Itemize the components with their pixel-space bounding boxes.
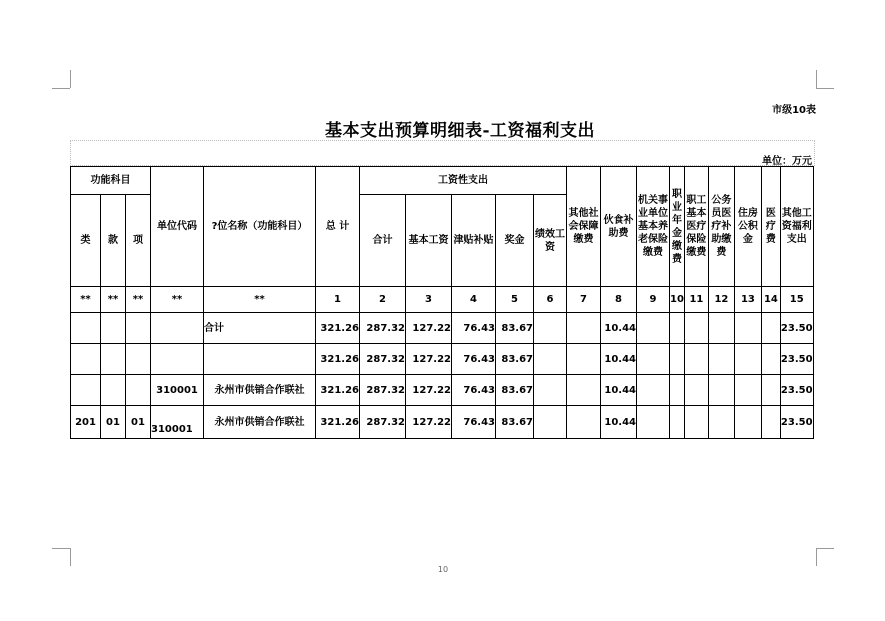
cell-total: 321.26	[316, 406, 360, 439]
index-cell: 15	[780, 287, 813, 313]
index-cell: **	[126, 287, 151, 313]
header-meal: 伙食补助费	[601, 167, 637, 287]
cell-unit-code	[151, 344, 204, 375]
cell-bonus: 83.67	[496, 375, 534, 406]
cell-other-welfare: 23.50	[780, 375, 813, 406]
cell-allowance: 76.43	[452, 313, 496, 344]
crop-mark-top-right-h	[816, 88, 834, 89]
cell-other-social	[567, 375, 601, 406]
table-row	[71, 406, 814, 439]
cell-other-social	[567, 344, 601, 375]
crop-mark-bottom-right-h	[816, 548, 834, 549]
cell-kuan	[101, 375, 126, 406]
cell-housing	[734, 313, 761, 344]
index-cell: 14	[761, 287, 780, 313]
header-med-insurance: 职工基本医疗保险缴费	[684, 167, 708, 287]
cell-housing	[734, 375, 761, 406]
table-row	[71, 344, 814, 375]
header-bonus: 奖金	[496, 195, 534, 287]
unit-label: 单位：万元	[762, 156, 812, 167]
index-cell: 10	[670, 287, 685, 313]
cell-other-welfare: 23.50	[780, 406, 813, 439]
cell-med-insurance	[684, 344, 708, 375]
cell-lei	[71, 313, 101, 344]
table-row	[71, 313, 814, 344]
cell-meal: 10.44	[601, 313, 637, 344]
cell-allowance: 76.43	[452, 406, 496, 439]
header-kuan: 款	[101, 195, 126, 287]
index-cell: 5	[496, 287, 534, 313]
index-cell: 2	[360, 287, 406, 313]
header-other-welfare: 其他工资福利支出	[780, 167, 813, 287]
cell-allowance: 76.43	[452, 375, 496, 406]
cell-lei: 201	[71, 406, 101, 439]
cell-unit-code: 310001	[151, 375, 204, 406]
header-annuity: 职业年金缴费	[670, 167, 685, 287]
header-pension: 机关事业单位基本养老保险缴费	[637, 167, 670, 287]
index-cell: 8	[601, 287, 637, 313]
cell-other-welfare: 23.50	[780, 313, 813, 344]
index-cell: 9	[637, 287, 670, 313]
cell-unit-name: 永州市供销合作联社	[204, 375, 316, 406]
cell-other-social	[567, 406, 601, 439]
cell-basic-wage: 127.22	[406, 406, 452, 439]
index-cell: 12	[708, 287, 734, 313]
header-func-subject: 功能科目	[71, 167, 151, 195]
header-other-social: 其他社会保障缴费	[567, 167, 601, 287]
cell-bonus: 83.67	[496, 313, 534, 344]
cell-kuan	[101, 344, 126, 375]
header-housing: 住房公积金	[734, 167, 761, 287]
cell-heji: 287.32	[360, 344, 406, 375]
index-cell: 1	[316, 287, 360, 313]
cell-heji: 287.32	[360, 375, 406, 406]
cell-bonus: 83.67	[496, 406, 534, 439]
header-total: 总 计	[316, 167, 360, 287]
header-unit-name: ?位名称（功能科目）	[204, 167, 316, 287]
cell-basic-wage: 127.22	[406, 375, 452, 406]
cell-lei	[71, 375, 101, 406]
cell-civil-med	[708, 375, 734, 406]
header-lei: 类	[71, 195, 101, 287]
header-heji: 合计	[360, 195, 406, 287]
crop-mark-top-left-v	[70, 70, 71, 88]
document-id: 市级10表	[772, 105, 816, 116]
index-cell: 4	[452, 287, 496, 313]
cell-other-welfare: 23.50	[780, 344, 813, 375]
cell-pension	[637, 406, 670, 439]
cell-civil-med	[708, 344, 734, 375]
cell-med-insurance	[684, 375, 708, 406]
header-unit-code: 单位代码	[151, 167, 204, 287]
cell-unit-code-text: 310001	[151, 423, 193, 435]
cell-basic-wage: 127.22	[406, 313, 452, 344]
cell-medical	[761, 344, 780, 375]
header-basic-wage: 基本工资	[406, 195, 452, 287]
page-title: 基本支出预算明细表-工资福利支出	[324, 121, 596, 141]
cell-unit-name: 合计	[204, 313, 316, 344]
cell-annuity	[670, 313, 685, 344]
header-perf-wage: 绩效工资	[534, 195, 567, 287]
header-medical: 医疗费	[761, 167, 780, 287]
budget-table	[70, 166, 814, 439]
cell-housing	[734, 406, 761, 439]
cell-perf-wage	[534, 344, 567, 375]
cell-annuity	[670, 375, 685, 406]
cell-medical	[761, 375, 780, 406]
cell-perf-wage	[534, 313, 567, 344]
cell-meal: 10.44	[601, 344, 637, 375]
cell-kuan	[101, 313, 126, 344]
cell-pension	[637, 344, 670, 375]
cell-civil-med	[708, 313, 734, 344]
cell-civil-med	[708, 406, 734, 439]
cell-heji: 287.32	[360, 313, 406, 344]
cell-xiang: 01	[126, 406, 151, 439]
cell-other-social	[567, 313, 601, 344]
header-allowance: 津贴补贴	[452, 195, 496, 287]
cell-total: 321.26	[316, 344, 360, 375]
cell-bonus: 83.67	[496, 344, 534, 375]
cell-lei	[71, 344, 101, 375]
unit-row	[70, 140, 815, 166]
index-cell: **	[151, 287, 204, 313]
cell-kuan: 01	[101, 406, 126, 439]
cell-pension	[637, 375, 670, 406]
header-row-1	[71, 167, 814, 195]
index-cell: 13	[734, 287, 761, 313]
index-cell: 7	[567, 287, 601, 313]
cell-pension	[637, 313, 670, 344]
cell-unit-name	[204, 344, 316, 375]
cell-unit-code	[151, 406, 204, 439]
index-cell: **	[71, 287, 101, 313]
cell-xiang	[126, 313, 151, 344]
cell-total: 321.26	[316, 313, 360, 344]
crop-mark-bottom-right-v	[816, 548, 817, 566]
table-row	[71, 375, 814, 406]
index-cell: **	[101, 287, 126, 313]
crop-mark-bottom-left-h	[52, 548, 70, 549]
page-number: 10	[437, 565, 449, 574]
crop-mark-top-left-h	[52, 88, 70, 89]
index-cell: 3	[406, 287, 452, 313]
cell-xiang	[126, 375, 151, 406]
cell-total: 321.26	[316, 375, 360, 406]
index-row	[71, 287, 814, 313]
cell-med-insurance	[684, 313, 708, 344]
index-cell: **	[204, 287, 316, 313]
index-cell: 6	[534, 287, 567, 313]
cell-housing	[734, 344, 761, 375]
cell-heji: 287.32	[360, 406, 406, 439]
cell-perf-wage	[534, 406, 567, 439]
header-wage-group: 工资性支出	[360, 167, 567, 195]
index-cell: 11	[684, 287, 708, 313]
crop-mark-bottom-left-v	[70, 548, 71, 566]
cell-med-insurance	[684, 406, 708, 439]
cell-basic-wage: 127.22	[406, 344, 452, 375]
cell-medical	[761, 406, 780, 439]
cell-unit-name: 永州市供销合作联社	[204, 406, 316, 439]
cell-allowance: 76.43	[452, 344, 496, 375]
header-xiang: 项	[126, 195, 151, 287]
cell-perf-wage	[534, 375, 567, 406]
cell-medical	[761, 313, 780, 344]
crop-mark-top-right-v	[816, 70, 817, 88]
cell-annuity	[670, 344, 685, 375]
cell-meal: 10.44	[601, 406, 637, 439]
cell-meal: 10.44	[601, 375, 637, 406]
cell-unit-code	[151, 313, 204, 344]
cell-xiang	[126, 344, 151, 375]
header-civil-med: 公务员医疗补助缴费	[708, 167, 734, 287]
cell-annuity	[670, 406, 685, 439]
